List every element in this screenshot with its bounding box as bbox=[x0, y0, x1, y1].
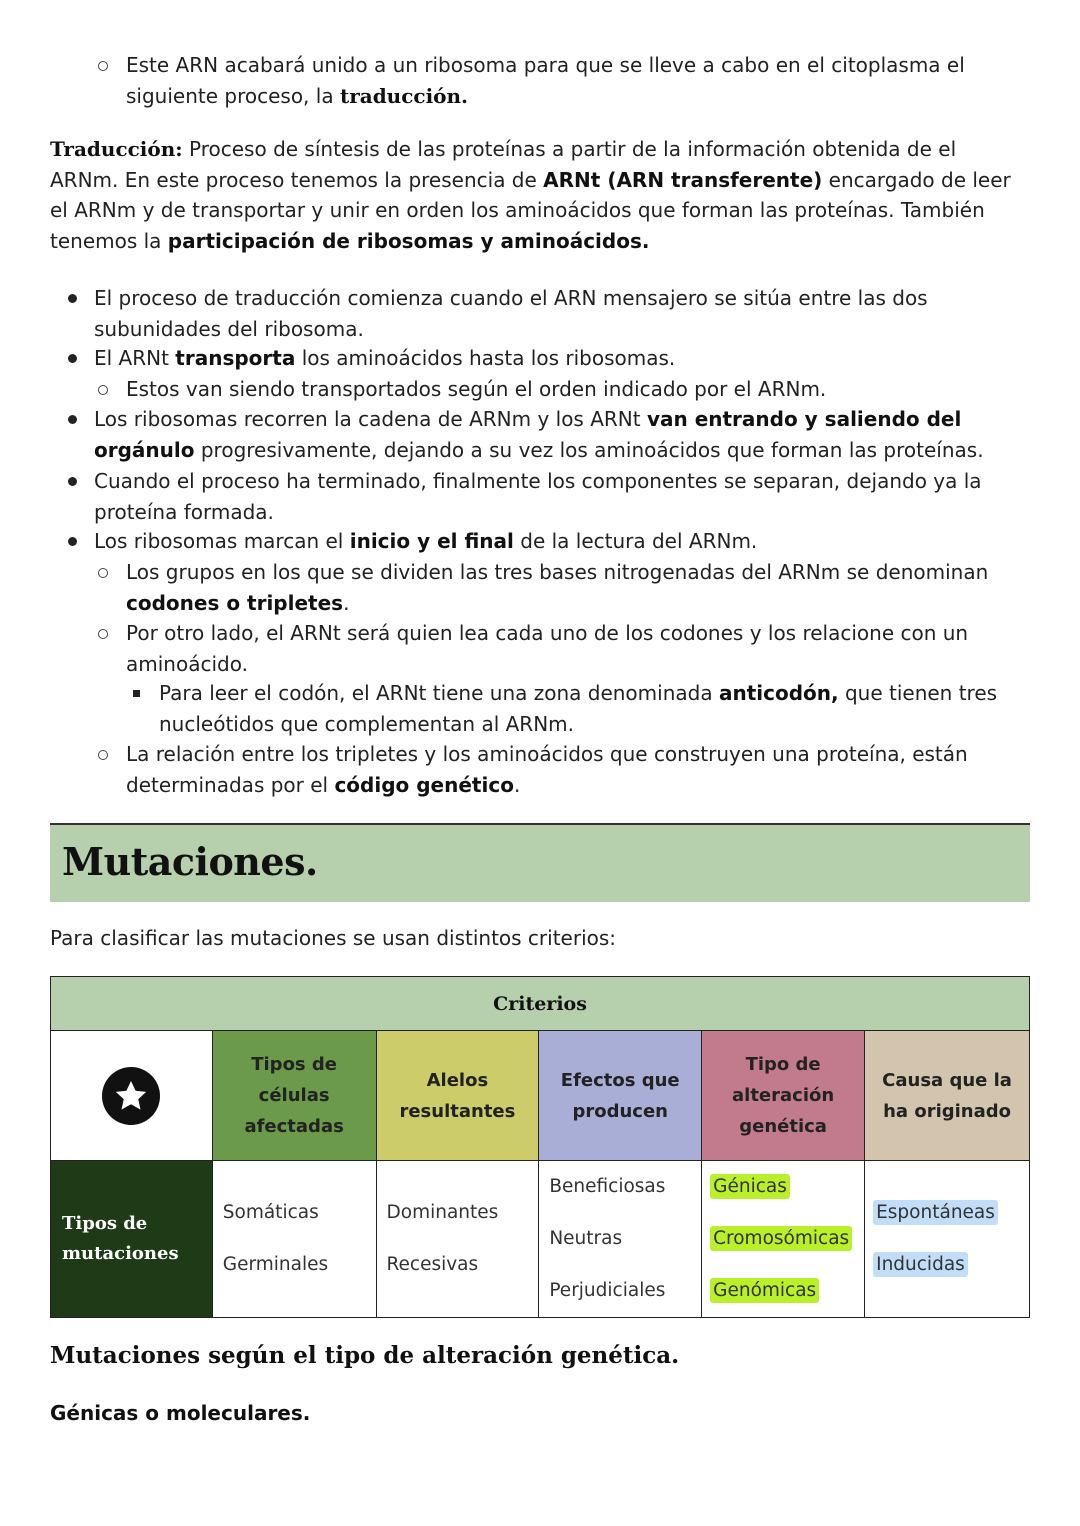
list-item-text: Los ribosomas marcan el bbox=[94, 529, 350, 553]
cell-value: Germinales bbox=[222, 1254, 329, 1275]
table-cell bbox=[539, 1161, 702, 1318]
cell-value: Somáticas bbox=[222, 1202, 319, 1223]
table-cell bbox=[702, 1161, 865, 1318]
row-label: Tipos de mutaciones bbox=[51, 1161, 213, 1318]
list-item-bold: traducción. bbox=[339, 83, 469, 108]
list-item-text: . bbox=[343, 590, 350, 615]
list-item-text: progresivamente, dejando a su vez los aminoácidos que forman las proteínas. bbox=[194, 437, 984, 462]
table-cell bbox=[212, 1161, 376, 1318]
section-intro: Para clasificar las mutaciones se usan distintos criterios: bbox=[50, 926, 617, 950]
list-item-bold: van entrando y saliendo del orgánulo bbox=[94, 407, 962, 462]
list-item-bold: codones o tripletes bbox=[126, 590, 344, 615]
traduccion-label: Traducción: bbox=[50, 137, 183, 161]
cell-value: Neutras bbox=[549, 1228, 623, 1249]
highlighted-value: Inducidas bbox=[873, 1252, 968, 1277]
list-item bbox=[94, 343, 994, 374]
list-item-text: los aminoácidos hasta los ribosomas. bbox=[295, 346, 676, 370]
list-item-bold: inicio y el final bbox=[349, 529, 514, 553]
list-item-text: de la lectura del ARNm. bbox=[513, 529, 758, 553]
table-cell bbox=[865, 1161, 1030, 1318]
subsubheading: Génicas o moleculares. bbox=[50, 1401, 311, 1425]
list-item-bold: anticodón, bbox=[718, 681, 839, 705]
paragraph-text: encargado de leer el ARNm y de transportar y unir en orden los aminoácidos que forman las proteínas. También tenemos la bbox=[50, 167, 1011, 253]
list-item-text: El ARNt bbox=[94, 346, 176, 370]
list-item-text: Por otro lado, el ARNt será quien lea cada uno de los codones y los relacione con un aminoácido. bbox=[126, 621, 969, 676]
list-item-text: que tienen tres nucleótidos que complementan al ARNm. bbox=[159, 681, 998, 736]
list-item-text: Cuando el proceso ha terminado, finalmente los componentes se separan, dejando ya la proteína formada. bbox=[94, 469, 982, 524]
list-item-text: Los grupos en los que se dividen las tres bases nitrogenadas del ARNm se denominan bbox=[126, 560, 989, 584]
header-cell: Tipos de células afectadas bbox=[212, 1031, 376, 1161]
list-item bbox=[159, 678, 1009, 739]
list-item bbox=[126, 50, 1006, 111]
highlighted-value: Génicas bbox=[710, 1174, 790, 1199]
paragraph-text: Proceso de síntesis de las proteínas a partir de la información obtenida de el ARNm. En este proceso tenemos la presencia de bbox=[50, 137, 957, 192]
list-item-text: . bbox=[513, 772, 521, 797]
cell-value: Dominantes bbox=[386, 1202, 499, 1223]
table-cell bbox=[376, 1161, 539, 1318]
star-cell bbox=[51, 1031, 213, 1161]
list-item-text: Los ribosomas recorren la cadena de ARNm y los ARNt bbox=[94, 407, 647, 431]
list-item bbox=[126, 557, 1016, 618]
highlighted-value: Genómicas bbox=[710, 1278, 819, 1303]
list-item bbox=[94, 404, 994, 465]
subheading: Mutaciones según el tipo de alteración genética. bbox=[50, 1342, 680, 1369]
header-cell: Tipo de alteración genética bbox=[702, 1031, 865, 1161]
list-item-text: El proceso de traducción comienza cuando el ARN mensajero se sitúa entre las dos subunidades del ribosoma. bbox=[94, 286, 928, 341]
cell-value: Beneficiosas bbox=[549, 1176, 666, 1197]
header-cell: Alelos resultantes bbox=[376, 1031, 539, 1161]
paragraph-bold: participación de ribosomas y aminoácidos. bbox=[167, 228, 650, 253]
highlighted-value: Cromosómicas bbox=[710, 1226, 852, 1251]
cell-value: Perjudiciales bbox=[549, 1280, 666, 1301]
list-item bbox=[126, 739, 1006, 800]
list-item bbox=[126, 374, 1006, 405]
list-item-text: Estos van siendo transportados según el orden indicado por el ARNm. bbox=[126, 377, 827, 401]
highlighted-value: Espontáneas bbox=[873, 1200, 998, 1225]
list-item-text: Para leer el codón, el ARNt tiene una zona denominada bbox=[159, 681, 719, 705]
header-cell: Causa que la ha originado bbox=[865, 1031, 1030, 1161]
paragraph-bold: ARNt (ARN transferente) bbox=[543, 167, 823, 192]
list-item bbox=[126, 618, 1006, 679]
list-item-bold: transporta bbox=[175, 346, 296, 370]
star-icon bbox=[102, 1067, 160, 1125]
cell-value: Recesivas bbox=[386, 1254, 479, 1275]
list-item bbox=[94, 526, 994, 557]
list-item-text: Este ARN acabará unido a un ribosoma para que se lleve a cabo en el citoplasma el siguiente proceso, la bbox=[126, 53, 965, 108]
list-item bbox=[94, 466, 994, 527]
criteria-table bbox=[50, 976, 1030, 1318]
table-title: Criterios bbox=[51, 977, 1030, 1031]
section-heading-band bbox=[50, 823, 1030, 902]
list-item-bold: código genético bbox=[334, 772, 514, 797]
list-item-text: La relación entre los tripletes y los aminoácidos que construyen una proteína, están determinadas por el bbox=[126, 742, 968, 797]
header-cell: Efectos que producen bbox=[539, 1031, 702, 1161]
list-item bbox=[94, 283, 994, 344]
traduccion-paragraph bbox=[50, 134, 1025, 256]
section-title: Mutaciones. bbox=[62, 839, 318, 884]
